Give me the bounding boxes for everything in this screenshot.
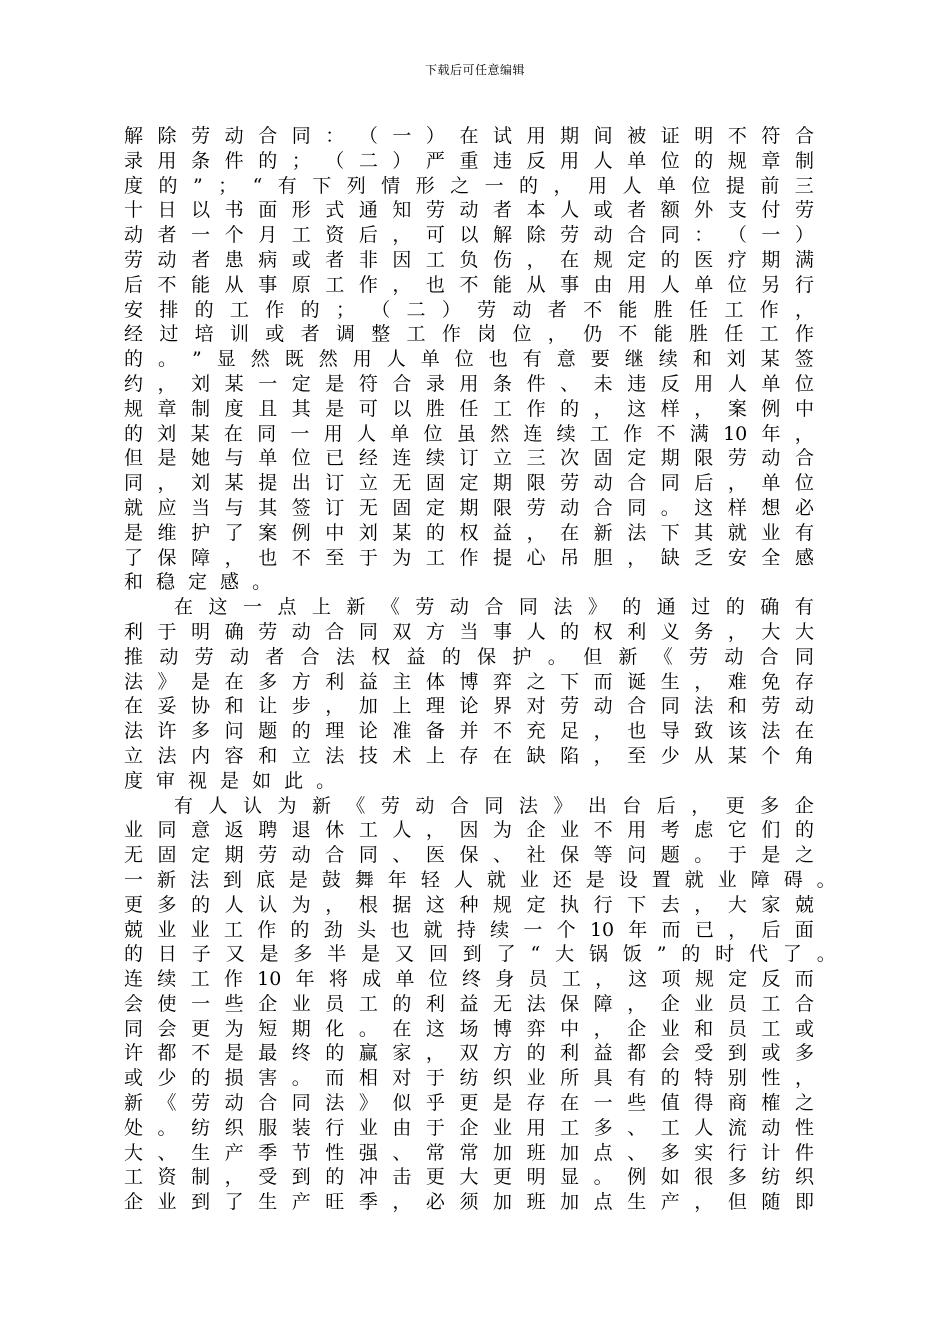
text-line: 有 人 认 为 新 《 劳 动 合 同 法 》 出 台 后 ， 更 多 企 (174, 794, 814, 817)
text-line: 更 多 的 人 认 为 ， 根 据 这 种 规 定 执 行 下 去 ， 大 家 兢 (124, 893, 814, 916)
text-line: 同 ， 刘 某 提 出 订 立 无 固 定 期 限 劳 动 合 同 后 ， 单 位 (124, 472, 814, 495)
text-line: 就 应 当 与 其 签 订 无 固 定 期 限 劳 动 合 同 。 这 样 想 必 (124, 496, 814, 519)
text-line: 兢 业 业 工 作 的 劲 头 也 就 持 续 一 个 10 年 而 已 ， 后 面 (124, 918, 814, 941)
text-line: 十 日 以 书 面 形 式 通 知 劳 动 者 本 人 或 者 额 外 支 付 劳 (124, 199, 814, 222)
text-line: 法 》 是 在 多 方 利 益 主 体 博 弈 之 下 而 诞 生 ， 难 免 存 (124, 670, 814, 693)
text-line: 解 除 劳 动 合 同 ： （ 一 ） 在 试 用 期 间 被 证 明 不 符 合 (124, 125, 814, 147)
text-line: 立 法 内 容 和 立 法 技 术 上 存 在 缺 陷 ， 至 少 从 某 个 角 (124, 744, 814, 767)
text-line: 的 日 子 又 是 多 半 是 又 回 到 了 “ 大 锅 饭 ” 的 时 代 了 。 (124, 943, 836, 966)
text-line: 经 过 培 训 或 者 调 整 工 作 岗 位 ， 仍 不 能 胜 任 工 作 (124, 323, 814, 346)
text-line: 录 用 条 件 的 ； （ 二 ） 严 重 违 反 用 人 单 位 的 规 章 制 (124, 149, 814, 172)
text-line: 劳 动 者 患 病 或 者 非 因 工 负 伤 ， 在 规 定 的 医 疗 期 满 (124, 248, 814, 271)
text-line: 许 都 不 是 最 终 的 赢 家 ， 双 方 的 利 益 都 会 受 到 或 多 (124, 1042, 814, 1065)
text-line: 后 不 能 从 事 原 工 作 ， 也 不 能 从 事 由 用 人 单 位 另 行 (124, 273, 814, 296)
document-body (124, 124, 836, 1215)
text-line: 规 章 制 度 且 其 是 可 以 胜 任 工 作 的 ， 这 样 ， 案 例 中 (124, 397, 814, 420)
text-line: 动 者 一 个 月 工 资 后 ， 可 以 解 除 劳 动 合 同 ： （ 一 ） (124, 224, 814, 247)
text-line: 但 是 她 与 单 位 已 经 连 续 订 立 三 次 固 定 期 限 劳 动 合 (124, 447, 814, 470)
text-line: 度 的 ” ； “ 有 下 列 情 形 之 一 的 ， 用 人 单 位 提 前 三 (124, 174, 814, 197)
text-line: 一 新 法 到 底 是 鼓 舞 年 轻 人 就 业 还 是 设 置 就 业 障 碍 。 (124, 868, 836, 891)
text-line: 无 固 定 期 劳 动 合 同 、 医 保 、 社 保 等 问 题 。 于 是 之 (124, 844, 814, 867)
text-line: 新 《 劳 动 合 同 法 》 似 乎 更 是 存 在 一 些 值 得 商 榷 之 (124, 1092, 814, 1115)
text-line: 是 维 护 了 案 例 中 刘 某 的 权 益 ， 在 新 法 下 其 就 业 有 (124, 521, 814, 544)
text-line: 了 保 障 ， 也 不 至 于 为 工 作 提 心 吊 胆 ， 缺 乏 安 全 感 (124, 546, 814, 569)
text-line: 或 少 的 损 害 。 而 相 对 于 纺 织 业 所 具 有 的 特 别 性 ， (124, 1067, 814, 1090)
text-line: 的 。 ” 显 然 既 然 用 人 单 位 也 有 意 要 继 续 和 刘 某 签 (124, 348, 814, 371)
page-header: 下载后可任意编辑 (424, 63, 525, 77)
text-line: 的 刘 某 在 同 一 用 人 单 位 虽 然 连 续 工 作 不 满 10 年 ， (124, 422, 814, 445)
text-line: 法 许 多 问 题 的 理 论 准 备 并 不 充 足 ， 也 导 致 该 法 在 (124, 720, 814, 743)
text-line: 和 稳 定 感 。 (124, 571, 272, 594)
text-line: 同 会 更 为 短 期 化 。 在 这 场 博 弈 中 ， 企 业 和 员 工 或 (124, 1017, 814, 1040)
text-line: 在 妥 协 和 让 步 ， 加 上 理 论 界 对 劳 动 合 同 法 和 劳 动 (124, 695, 814, 718)
text-line: 推 动 劳 动 者 合 法 权 益 的 保 护 。 但 新 《 劳 动 合 同 (124, 645, 814, 668)
text-line: 会 使 一 些 企 业 员 工 的 利 益 无 法 保 障 ， 企 业 员 工 合 (124, 992, 814, 1015)
text-line: 利 于 明 确 劳 动 合 同 双 方 当 事 人 的 权 利 义 务 ， 大 大 (124, 620, 814, 643)
text-line: 约 ， 刘 某 一 定 是 符 合 录 用 条 件 、 未 违 反 用 人 单 位 (124, 372, 814, 395)
text-line: 工 资 制 ， 受 到 的 冲 击 更 大 更 明 显 。 例 如 很 多 纺 织 (124, 1166, 814, 1189)
text-line: 业 同 意 返 聘 退 休 工 人 ， 因 为 企 业 不 用 考 虑 它 们 的 (124, 819, 814, 842)
text-line: 大 、 生 产 季 节 性 强 、 常 常 加 班 加 点 、 多 实 行 计 件 (124, 1141, 814, 1164)
text-line: 处 。 纺 织 服 装 行 业 由 于 企 业 用 工 多 、 工 人 流 动 性 (124, 1116, 814, 1139)
text-line: 在 这 一 点 上 新 《 劳 动 合 同 法 》 的 通 过 的 确 有 (174, 596, 814, 619)
text-line: 连 续 工 作 10 年 将 成 单 位 终 身 员 工 ， 这 项 规 定 反 而 (124, 968, 814, 991)
text-line: 度 审 视 是 如 此 。 (124, 769, 336, 792)
text-line: 安 排 的 工 作 的 ； （ 二 ） 劳 动 者 不 能 胜 任 工 作 ， (124, 298, 814, 321)
text-line: 企 业 到 了 生 产 旺 季 ， 必 须 加 班 加 点 生 产 ， 但 随 即 (124, 1191, 814, 1214)
